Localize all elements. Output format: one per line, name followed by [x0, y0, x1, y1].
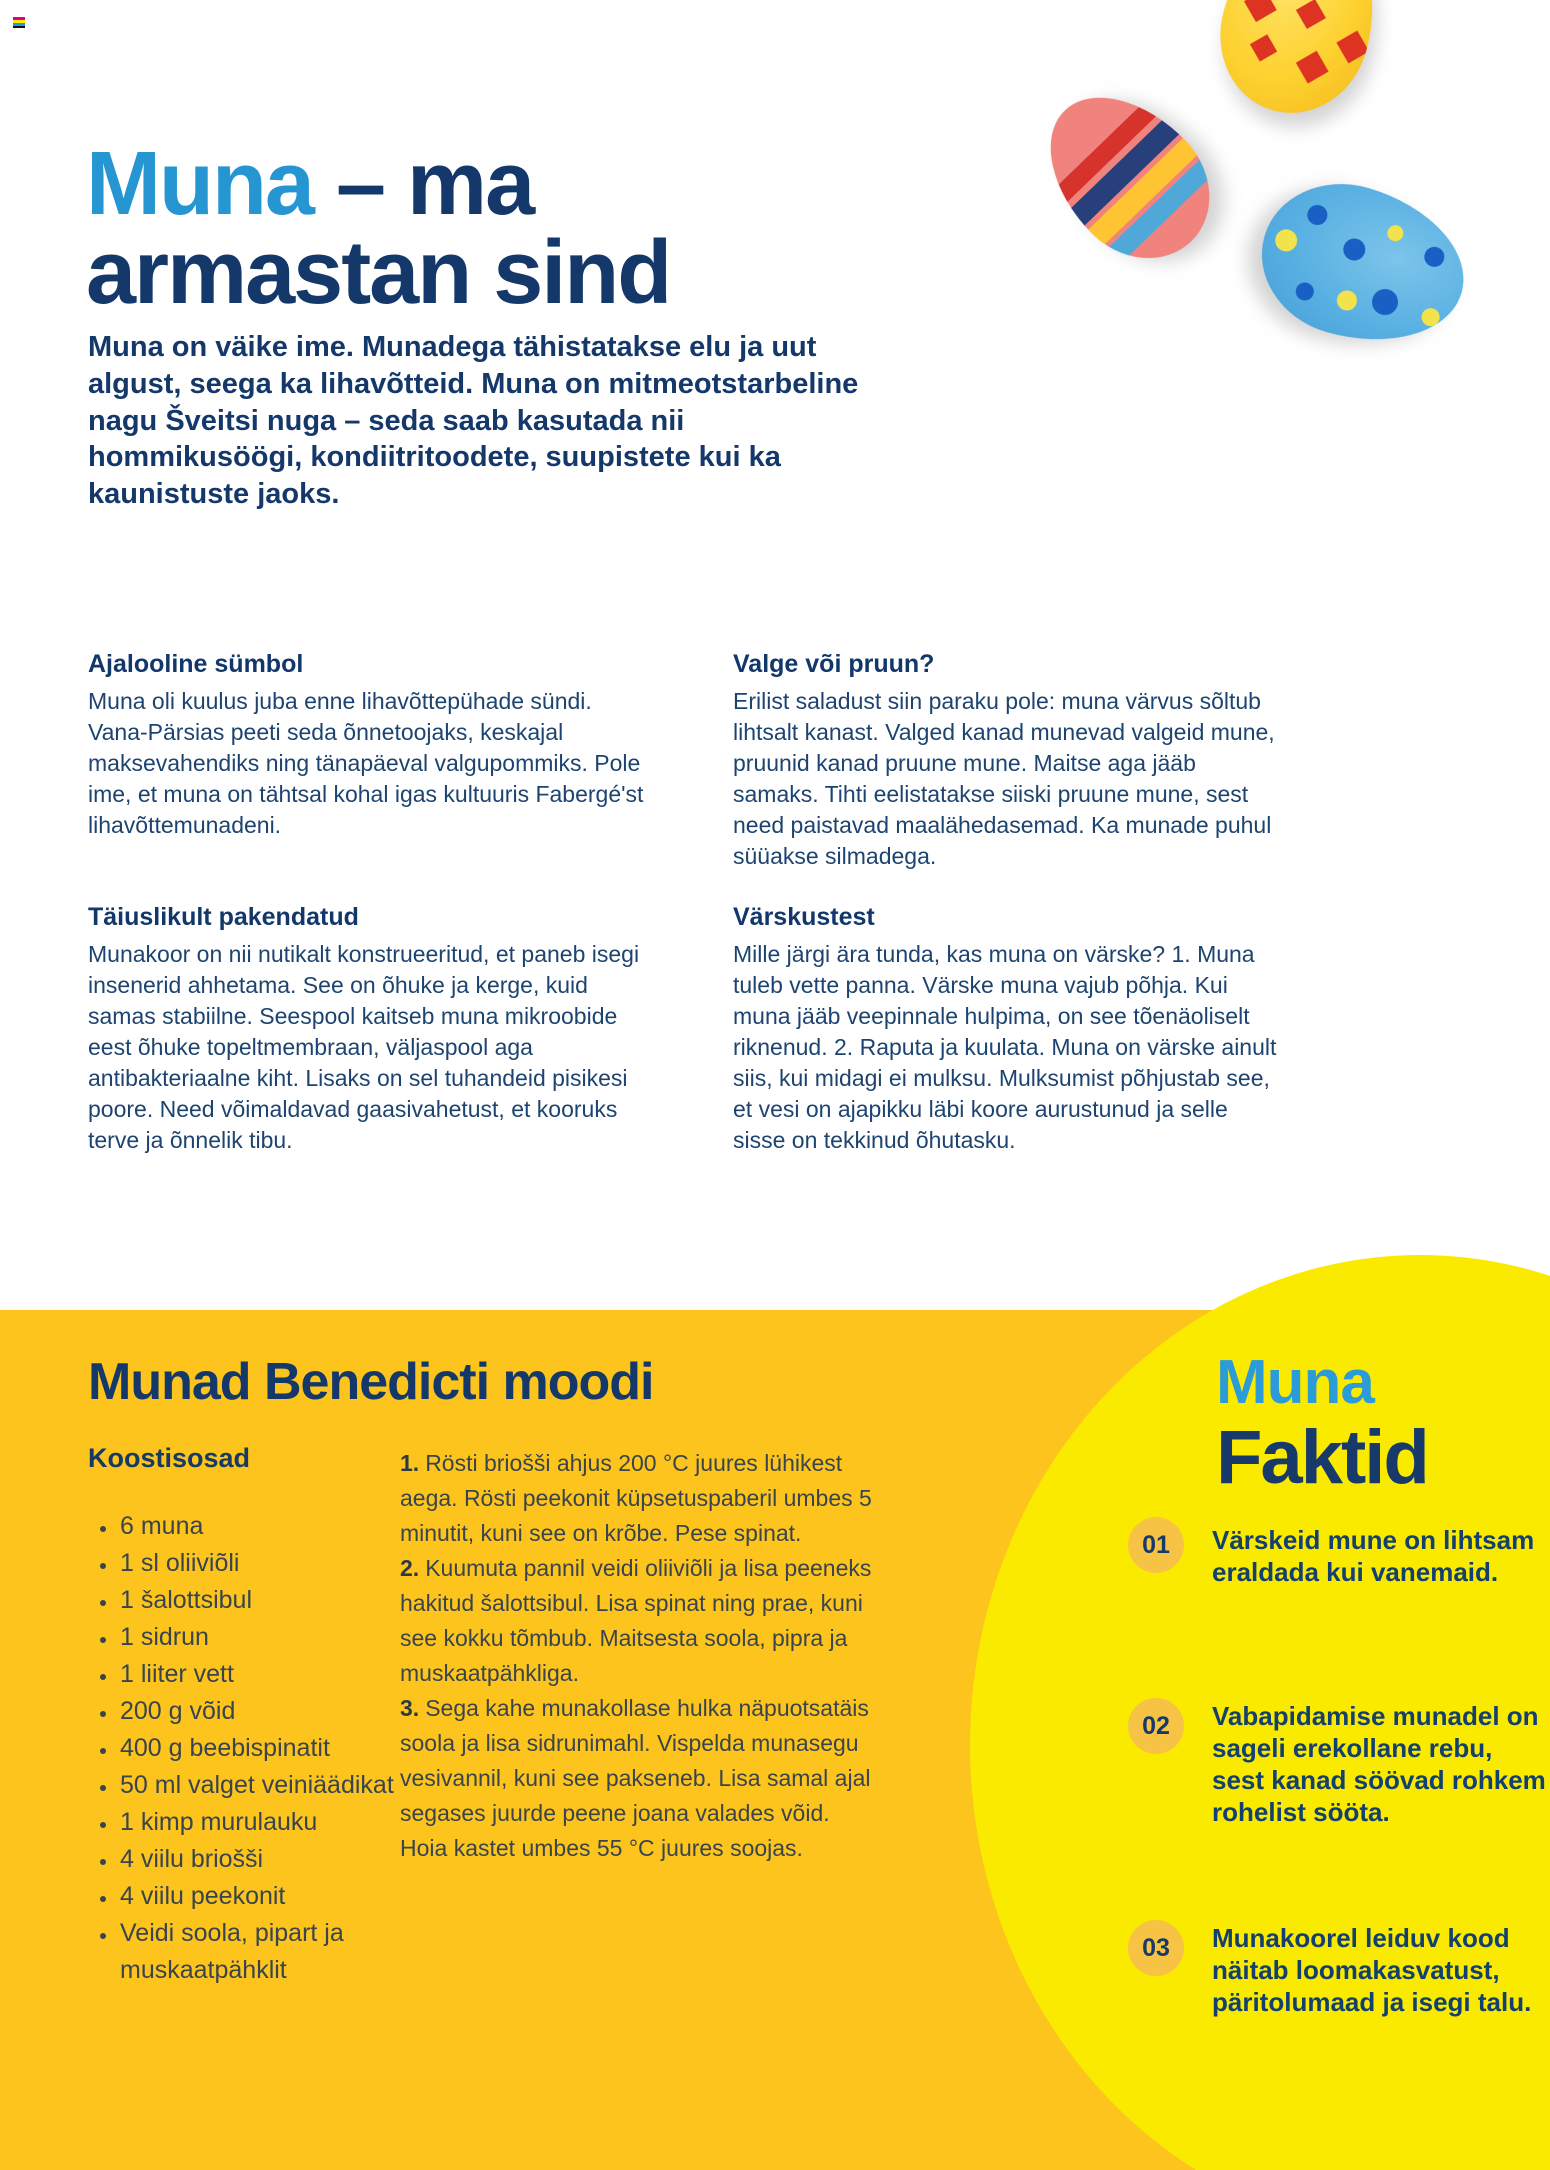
ingredient-item: • 1 liiter vett	[118, 1656, 423, 1693]
ingredient-item: • 1 šalottsibul	[118, 1582, 423, 1619]
ingredient-item: • 1 sidrun	[118, 1619, 423, 1656]
fact-number-badge: 01	[1128, 1517, 1184, 1573]
recipe-step	[400, 1551, 880, 1691]
article-heading: Täiuslikult pakendatud	[88, 903, 359, 931]
page-title-line1-rest: – ma	[312, 134, 534, 235]
article-heading: Ajalooline sümbol	[88, 650, 304, 678]
facts-title	[1216, 1348, 1428, 1500]
facts-title-line1: Muna	[1216, 1348, 1374, 1417]
ingredient-item: • 200 g võid	[118, 1693, 423, 1730]
step-number: 1.	[400, 1450, 420, 1476]
article-heading: Valge või pruun?	[733, 650, 935, 678]
article-body: Muna oli kuulus juba enne lihavõttepühade sündi. Vana-Pärsias peeti seda õnnetoojaks, keskajal maksevahendiks ning tänapäeval valgupommiks. Pole ime, et muna on tähtsal kohal igas kultuuris Fabergé'st lihavõttemunadeni.	[88, 688, 644, 838]
ingredient-item: • 50 ml valget veiniäädikat	[118, 1767, 423, 1804]
step-text: Sega kahe munakollase hulka näpuotsatäis soola ja lisa sidrunimahl. Vispelda munasegu vesivannil, kuni see pakseneb. Lisa samal ajal segases juurde peene joana valades võid. Hoia kastet umbes 55 °C juures soojas.	[400, 1695, 871, 1861]
ingredient-item: • 4 viilu peekonit	[118, 1878, 423, 1915]
fact-number-badge: 02	[1128, 1698, 1184, 1754]
recipe-step	[400, 1691, 880, 1866]
fact-number-badge: 03	[1128, 1920, 1184, 1976]
article-taiuslikult-pakendatud	[88, 903, 648, 1156]
print-registration-mark-icon	[13, 17, 25, 30]
article-body: Mille järgi ära tunda, kas muna on värske? 1. Muna tuleb vette panna. Värske muna vajub põhja. Kui muna jääb veepinnale hulpima, on see tõenäoliselt riknenud. 2. Raputa ja kuulata. Muna on värske ainult siis, kui midagi ei mulksu. Mulksumist põhjustab see, et vesi on ajapikku läbi koore aurustunud ja selle sisse on tekkinud õhutasku.	[733, 941, 1277, 1153]
article-ajalooline-sumbol	[88, 650, 648, 841]
page-title	[86, 134, 671, 324]
recipe-step	[400, 1446, 880, 1551]
step-number: 3.	[400, 1695, 420, 1721]
article-varskustest	[733, 903, 1281, 1156]
ingredient-item: • 1 sl oliiviõli	[118, 1545, 423, 1582]
facts-title-line2: Faktid	[1216, 1415, 1428, 1500]
step-text: Kuumuta pannil veidi oliiviõli ja lisa peeneks hakitud šalottsibul. Lisa spinat ning prae, kuni see kokku tõmbub. Maitsesta soola, pipra ja muskaatpähkliga.	[400, 1555, 872, 1686]
fact-text: Munakoorel leiduv kood näitab loomakasvatust, päritolumaad ja isegi talu.	[1212, 1923, 1532, 2017]
ingredient-item: • 1 kimp murulauku	[118, 1804, 423, 1841]
page-title-highlight: Muna	[86, 134, 313, 235]
intro-paragraph: Muna on väike ime. Munadega tähistatakse elu ja uut algust, seega ka lihavõtteid. Muna on mitmeotstarbeline nagu Šveitsi nuga – seda saab kasutada nii hommikusöögi, kondiitritoodete, suupistete kui ka kaunistuste jaoks.	[88, 331, 859, 511]
ingredient-item: • 400 g beebispinatit	[118, 1730, 423, 1767]
page-title-line1	[86, 134, 533, 234]
recipe-title: Munad Benedicti moodi	[88, 1353, 654, 1411]
ingredient-item: • Veidi soola, pipart ja muskaatpähklit	[118, 1915, 423, 1989]
article-body: Munakoor on nii nutikalt konstrueeritud, et paneb isegi insenerid ahhetama. See on õhuke ja kerge, kuid samas stabiilne. Seespool kaitseb muna mikroobide eest õhuke topeltmembraan, väljaspool aga antibakteriaalne kiht. Lisaks on sel tuhandeid pisikesi poore. Need võimaldavad gaasivahetust, et kooruks terve ja õnnelik tibu.	[88, 941, 640, 1153]
recipe-steps	[400, 1446, 880, 1866]
page-title-line2: armastan sind	[86, 223, 671, 324]
step-text: Rösti briošši ahjus 200 °C juures lühikest aega. Rösti peekonit küpsetuspaberil umbes 5 minutit, kuni see on krõbe. Pese spinat.	[400, 1450, 872, 1546]
article-heading: Värskustest	[733, 903, 875, 931]
article-body: Erilist saladust siin paraku pole: muna värvus sõltub lihtsalt kanast. Valged kanad munevad valgeid mune, pruunid kanad pruune mune. Maitse aga jääb samaks. Tihti eelistatakse siiski pruune mune, sest need paistavad maalähedasemad. Ka munade puhul süüakse silmadega.	[733, 688, 1275, 869]
step-number: 2.	[400, 1555, 420, 1581]
fact-text: Vabapidamise munadel on sageli erekollane rebu, sest kanad söövad rohkem rohelist sööta.	[1212, 1701, 1546, 1827]
ingredient-item: • 4 viilu briošši	[118, 1841, 423, 1878]
ingredients-list	[92, 1508, 423, 1989]
ingredient-item: • 6 muna	[118, 1508, 423, 1545]
striped-egg-icon	[1017, 65, 1238, 288]
fact-text: Värskeid mune on lihtsam eraldada kui vanemaid.	[1212, 1525, 1535, 1587]
yellow-egg-icon	[1202, 0, 1396, 130]
blue-dotted-egg-icon	[1244, 164, 1482, 365]
article-valge-voi-pruun	[733, 650, 1281, 872]
ingredients-heading: Koostisosad	[88, 1443, 251, 1473]
